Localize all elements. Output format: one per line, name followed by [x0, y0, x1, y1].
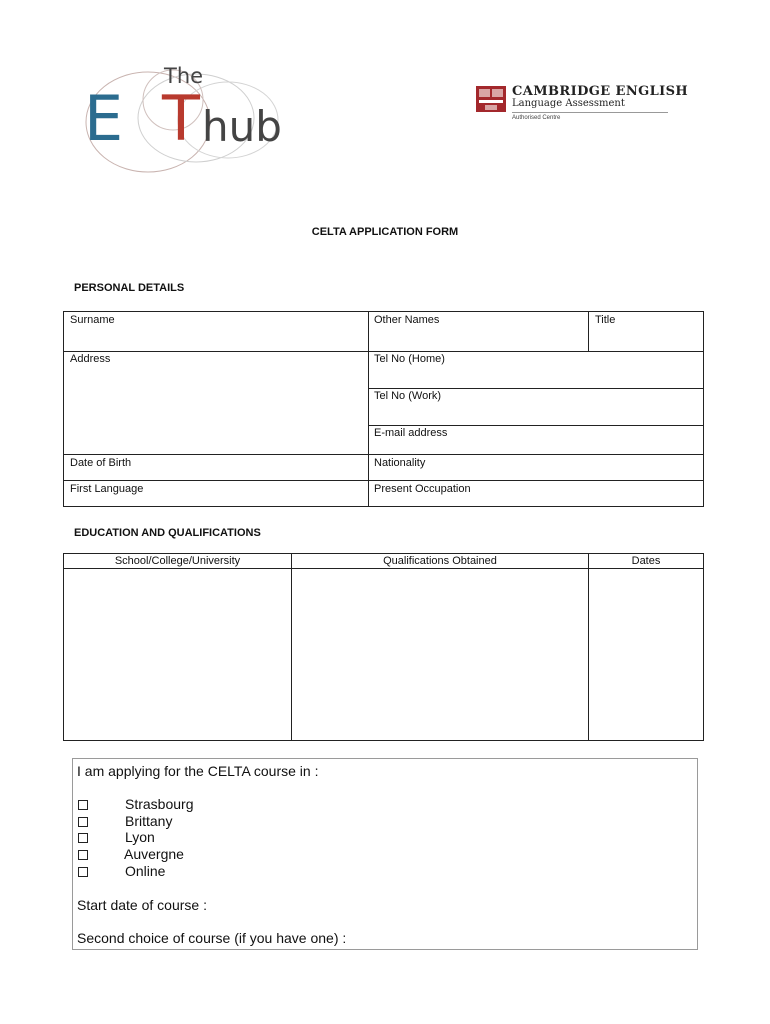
table-divider	[64, 480, 703, 481]
option-auvergne: Auvergne	[124, 846, 184, 862]
education-heading: EDUCATION AND QUALIFICATIONS	[74, 527, 261, 539]
surname-field[interactable]: Surname	[70, 314, 115, 326]
option-online: Online	[125, 863, 166, 879]
option-lyon: Lyon	[125, 829, 155, 845]
cambridge-title: CAMBRIDGE ENGLISH	[512, 84, 689, 99]
online-checkbox[interactable]	[78, 867, 88, 877]
address-field[interactable]: Address	[70, 353, 111, 365]
option-strasbourg: Strasbourg	[125, 796, 194, 812]
other-names-field[interactable]: Other Names	[374, 314, 440, 326]
logo-t: T	[162, 82, 200, 155]
qualifications-input-area[interactable]	[292, 569, 588, 740]
occupation-field[interactable]: Present Occupation	[374, 483, 471, 495]
cambridge-centre-label: Authorised Centre	[512, 115, 561, 121]
logo-the: The	[164, 64, 204, 88]
education-table	[63, 553, 704, 741]
column-header-qualifications: Qualifications Obtained	[383, 555, 497, 567]
nationality-field[interactable]: Nationality	[374, 457, 426, 469]
table-divider	[368, 425, 703, 426]
logo-e: E	[84, 82, 124, 155]
personal-details-table	[63, 311, 704, 507]
course-intro: I am applying for the CELTA course in :	[77, 763, 319, 779]
lyon-checkbox[interactable]	[78, 833, 88, 843]
date-of-birth-field[interactable]: Date of Birth	[70, 457, 132, 469]
brittany-checkbox[interactable]	[78, 817, 88, 827]
start-date-label[interactable]: Start date of course :	[77, 897, 207, 913]
first-language-field[interactable]: First Language	[70, 483, 144, 495]
tel-home-field[interactable]: Tel No (Home)	[374, 353, 445, 365]
tel-work-field[interactable]: Tel No (Work)	[374, 390, 442, 402]
form-title: CELTA APPLICATION FORM	[311, 226, 459, 238]
course-selection-box	[72, 758, 698, 950]
title-field[interactable]: Title	[595, 314, 616, 326]
eth-hub-logo	[78, 60, 293, 175]
school-input-area[interactable]	[64, 569, 291, 740]
table-divider	[368, 388, 703, 389]
cambridge-shield-icon	[476, 86, 506, 112]
table-divider	[64, 454, 703, 455]
email-field[interactable]: E-mail address	[374, 427, 448, 439]
cambridge-english-logo	[476, 84, 689, 128]
auvergne-checkbox[interactable]	[78, 850, 88, 860]
personal-details-heading: PERSONAL DETAILS	[74, 282, 185, 294]
strasbourg-checkbox[interactable]	[78, 800, 88, 810]
cambridge-subtitle: Language Assessment	[512, 98, 625, 109]
cambridge-divider	[512, 112, 668, 113]
column-header-dates: Dates	[631, 555, 661, 567]
column-header-school: School/College/University	[114, 555, 241, 567]
table-divider	[64, 351, 703, 352]
second-choice-label[interactable]: Second choice of course (if you have one) :	[77, 930, 347, 946]
table-divider	[368, 312, 369, 506]
table-divider	[588, 312, 589, 351]
dates-input-area[interactable]	[589, 569, 703, 740]
logo-hub: hub	[202, 102, 282, 151]
option-brittany: Brittany	[125, 813, 173, 829]
